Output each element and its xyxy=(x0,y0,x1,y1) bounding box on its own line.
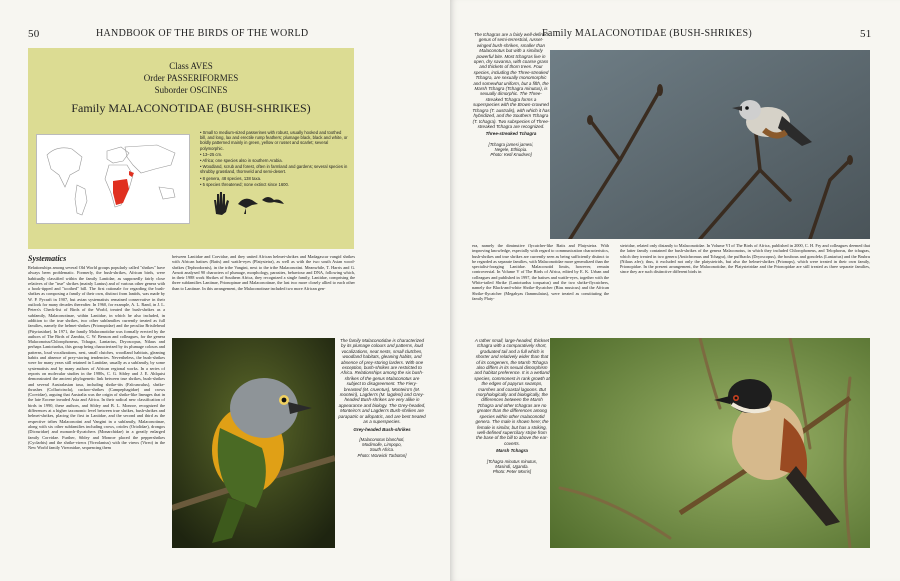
family-title: Family MALACONOTIDAE (BUSH-SHRIKES) xyxy=(71,101,311,115)
top-credit-line: Negele, Ethiopia. xyxy=(494,146,528,152)
world-map-icon xyxy=(37,135,189,223)
left-text-column-2 xyxy=(172,254,355,291)
right-body-1: era, namely the diminutive flycatcher-like Batis and Platysteira. With improving knowledge, especially with regard to communication characteristics, bush-shrikes and true shrikes are currently seen as being sufficiently distinct to be regarded as separate families, with Malaconotidae more generalized than the specialist-foraging Laniidae. Malaconotid limits, however, remain controversial. In Volume V of The Birds of Africa, edited by E. K. Urban and colleagues and published in 1997, the batises and wattle-eyes, together with the White-tailed Shrike (Lanioturdus torquatus) and the two shrike-flycatchers, namely the Black-and-white Shrike-flycatcher (Bias musicus) and the African Shrike-flycatcher (Megabyas flammulatus), were treated as constituting the family Platy- xyxy=(472,243,609,301)
suborder-line: Suborder OSCINES xyxy=(154,85,228,95)
order-line: Order PASSERIFORMES xyxy=(143,73,239,83)
mid-credit-line: Photo: Peter Morris] xyxy=(492,468,532,474)
top-credit-line: [Tchagra jamesi jamesi, xyxy=(488,141,534,147)
photo1-caption: The family Malaconotidae is characterized by its plumage colours and patterns, loud vocalizations, neat nests, small clutches, woodland habitats, gleaning habits, and absence of prey-storing larders. With one exception, bush-shrikes are restricted to Africa. Relationships among the six bush-shrikes of the genus Malaconotus are subject to disagreement. The Fiery-breasted (M. cruentus), Monteiro's (M. monteiri), Lagden's (M. lagdeni) and Grey-headed Bush-shrikes are very alike in appearance and biology. The Grey-headed, Monteiro's and Lagden's Bush-shrikes are parapatric or allopatric, and are best treated as a superspecies. xyxy=(338,338,426,425)
photo1-credit-line: Photo: Warwick Tarboton] xyxy=(357,452,407,458)
bullet-threatened: • 5 species threatened; none extinct since 1600. xyxy=(200,181,289,187)
classification-block xyxy=(28,60,354,96)
top-species-name: Three-streaked Tchagra xyxy=(485,131,537,137)
photo1-credit xyxy=(338,437,426,458)
top-caption-block xyxy=(472,32,550,157)
left-running-head: HANDBOOK OF THE BIRDS OF THE WORLD xyxy=(96,28,309,39)
bird-flying-icon xyxy=(262,197,284,204)
mid-caption-block xyxy=(474,338,550,474)
bullet-description: • Small to medium-sized passerines with robust, usually hooked and toothed bill, and long, lax and erectile rump feathers; plumage black, black and white, or boldly patterned mainly in green, yellow or russet and scarlet; several polymorphic. xyxy=(200,130,348,151)
class-line: Class AVES xyxy=(169,61,213,71)
photo1-credit-line: [Malaconotus blanchoti, xyxy=(359,436,405,442)
hand-icon xyxy=(214,192,229,215)
left-page-number: 50 xyxy=(28,28,40,40)
distribution-map xyxy=(36,134,190,224)
systematics-body-2: between Laniidae and Corvidae, and they united African helmet-shrikes and Madagascar vangid shrikes with African batises (Batis) and wattle-eyes (Platysteira), as well as with the two south Asian wood-shrikes (Tephrodornis), in the tribe Vangini, next to the tribe Malaconotini. Meanwhile, T. Harris and G. Arnott analysed 90 characters of plumage, morphology, parasites, behaviour and DNA, following which, in their 1988 work Shrikes of Southern Africa, they recognized a single family, Laniidae, comprising the three subfamilies Laniinae, Prionopinae and Malaconotinae, the last two more closely allied to each other than to Laniinae. In this arrangement, the Malaconotinae included two more African gen- xyxy=(172,254,355,291)
top-photo-credit xyxy=(472,142,550,158)
mid-caption: A rather small, large-headed, thickset tchagra with a comparatively short, graduated tail and a full which is shorter and relatively wider than that of its congeners, the Marsh Tchagra also differs in its sexual dimorphism and habitat preference. It is a wetland species, commonest in rank growth at the edges of papyrus swamps, marshes and coastal lagoons. But morphologically and biologically, the differences between the Marsh Tchagra and other tchagras are no greater than the differences among species within other malaconotid genera. The male is shown here; the female is similar, but has a striking, well-defined supercilary stripe from the base of the bill to above the ear-coverts. xyxy=(474,338,550,446)
bullet-size: • 13–25 cm. xyxy=(200,151,223,157)
photo1-species-name: Grey-headed Bush-shrikes xyxy=(353,426,411,432)
systematics-body-1: Relationships among several Old World groups popularly called "shrikes" have always been problematic. Formerly, the bush-shrikes, African birds, were habitually classified within the family Laniidae, as supposedly fairly close relatives of the "true" shrikes (mainly Lanius) and of various other genera with a hook-tipped and "toothed" bill. The first rationale for regarding the bush-shrikes as composing a family of their own, distinct from laniids, was made by W. P. Pycraft in 1907, but avian systematists remained conservative in their outlook for many decades thereafter. In 1960, for example, A. L. Rand, in J. L. Peters's Check-list of Birds of the World, treated the bush-shrikes as a subfamily, Malaconotinae, within Laniidae, in which he also included, in addition to the true shrikes, two other subfamilies currently treated as full families, namely the helmet-shrikes (Prionopidae) and the peculiar Bristlehead (Pityriasidae). In 1971, the family Malaconotidae was formally erected by the authors of The Birds of Zambia, C. W. Benson and colleagues, for the genera Malaconotus/Chlorophoneus, Tchagra, Laniarius, Dryoscopus, Nilaus and perhaps Lanioturdus, this group being characterized by its plumage colours and patterns, loud vocalizations, nest, small clutches, woodland habitats, gleaning habits and absence of prey-storing tendencies. Nevertheless, the bush-shrikes were for many years still retained in Laniidae, usually as a subfamily, by some systematists and by many authors of African regional works. In a series of reports on molecular studies in the 1980s, C. G. Sibley and J. E. Ahlquist demonstrated the ancient phylogenetic link between true shrikes, bush-shrikes and several Australasian taxa, including shrike-tits (Falcunculus), shrike-thrushes (Colluricincla), cuckoo-shrikes (Campephagidae) and crows (Corvidae), arguing that Australia was the origin of shrike-like lineages that in the late Eocene invaded Asia and Africa. In their radical new classification of birds in 1990, these authors, and Sibley and B. L. Monroe, recognized the differences at a higher taxonomic level between true shrikes, bush-shrikes and helmet-shrikes, placing the first in Laniidae, and the second and third as the respective tribes Malaconotini and Vangini in a subfamily, Malaconotinae, along with six other subfamilies including crows, orioles (Oriolidae), drongos (Dicruridae) and monarch-flycatchers (Monarchidae) in a greatly enlarged family Corvidae. Further, Sibley and Monroe placed the peppershrikes (Cyclarhis) and the shrike-vireos (Vireolanius) with the vireos (Vireo) in the New World family Vireonidae, sequencing them xyxy=(28,265,165,451)
left-text-column-1 xyxy=(28,254,165,575)
right-page-number: 51 xyxy=(860,28,872,40)
marsh-tchagra-photo xyxy=(550,338,870,548)
bird-perched-icon xyxy=(238,199,258,214)
mid-credit-line: Masindi, Uganda. xyxy=(495,463,529,469)
systematics-heading: Systematics xyxy=(28,254,67,263)
bullet-taxa: • 8 genera, 48 species, 138 taxa. xyxy=(200,175,262,181)
mid-credit-line: [Tchagra minutus minutus, xyxy=(486,458,538,464)
photo1-credit-line: South Africa. xyxy=(369,447,395,453)
family-info-box xyxy=(28,48,354,249)
top-credit-line: Photo: Ketil Knudsen] xyxy=(490,152,532,158)
bullet-habitat: • Woodland, scrub and forest, often in farmland and gardens; several species in shrubby grassland, thornveld and semi-desert. xyxy=(200,164,348,175)
mid-species-name: Marsh Tchagra xyxy=(496,448,528,454)
bullet-range: • Africa; one species also in southern Arabia. xyxy=(200,158,283,163)
grey-headed-bush-shrike-photo xyxy=(172,338,335,548)
description-bullets xyxy=(200,130,348,158)
top-caption: The tchagras are a fairly well-defined genus of semi-terrestrial, russet-winged bush-shrikes, smaller than Malaconotus but with a similarly powerful bite. Most tchagras live in open, dry savanna, with coarse grass and thickets of thorn trees. Four species, including the Three-streaked Tchagra, are sexually monomorphic and somewhat uniform, but a fifth, the Marsh Tchagra (Tchagra minutus), is sexually dimorphic. The Three-streaked Tchagra forms a superspecies with the Brown-crowned Tchagra (T. australis), with which it has hybridized, and the Southern Tchagra (T. tchagra). Two subspecies of Three-streaked Tchagra are recognized. xyxy=(472,32,550,129)
three-streaked-tchagra-photo xyxy=(550,50,870,239)
habitat-icons xyxy=(200,188,348,216)
right-page xyxy=(450,0,900,581)
right-running-head: Family MALACONOTIDAE (BUSH-SHRIKES) xyxy=(542,28,752,39)
right-text-column-1 xyxy=(472,243,609,301)
range-bullets xyxy=(200,158,348,188)
right-body-2: steiridae, related only distantly to Malaconotidae. In Volume VI of The Birds of Africa, published in 2000, C. H. Fry and colleagues deemed that the latter family contained the bush-shrikes of the genera Malaconotus, in which they included Chlorophoneus, and Telophorus, the tchagras, which they treated in two genera (Antichromus and Tchagra), the puffbacks (Dryoscopus), the boubous and gonoleks (Laniarius) and the Brubru (Nilaus afer); thus, it excluded not only the platysteirids, but also the helmet-shrikes (Prionops), which were treated in their own family, Prionopidae. In the present arrangement, the Malaconotidae, the Platysteiridae and the Prionopidae are still treated as three separate families, since they are such distinctive different birds in xyxy=(620,243,870,275)
photo1-credit-line: Modimolle, Limpopo, xyxy=(362,442,402,448)
mid-photo-credit xyxy=(474,459,550,475)
photo1-caption-block xyxy=(338,338,426,458)
right-text-column-2 xyxy=(620,243,870,275)
